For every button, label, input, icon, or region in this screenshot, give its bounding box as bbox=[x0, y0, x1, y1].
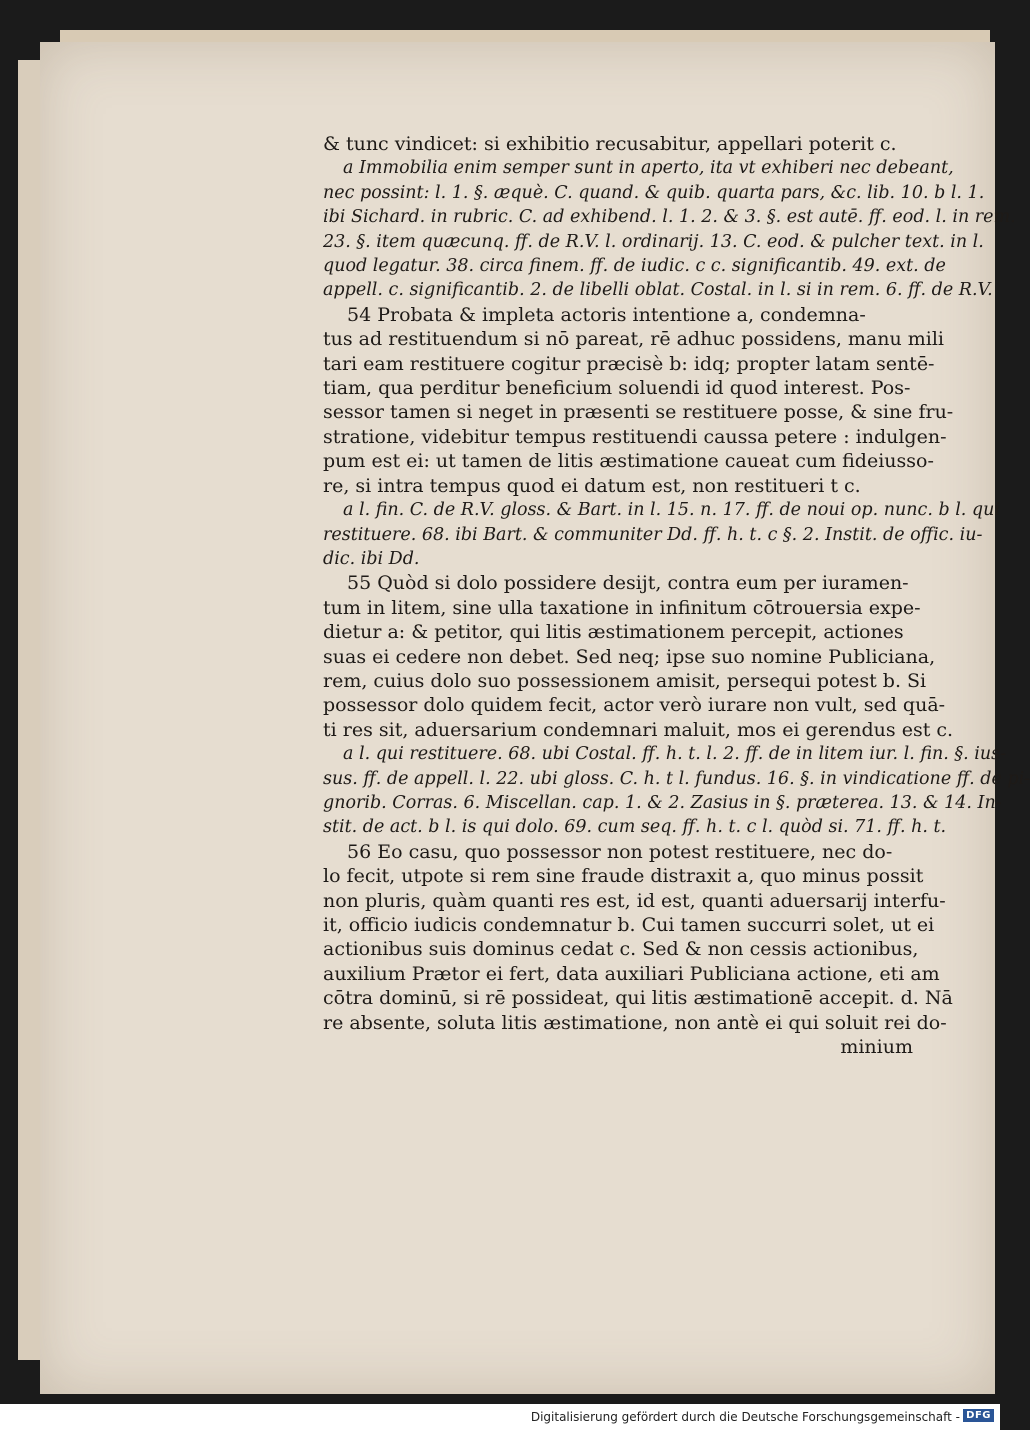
text-line: actionibus suis dominus cedat c. Sed & non cessis actionibus, bbox=[323, 938, 919, 961]
text-line: suas ei cedere non debet. Sed neq; ipse suo nomine Publiciana, bbox=[323, 645, 936, 668]
text-line: sessor tamen si neget in præsenti se restituere posse, & sine fru- bbox=[323, 401, 954, 424]
text-line: auxilium Prætor ei fert, data auxiliari Publiciana actione, eti am bbox=[323, 962, 940, 985]
footnote-line: ibi Sichard. in rubric. C. ad exhibend. l. 1. 2. & 3. §. est autē. ff. eod. l. in rem. bbox=[323, 207, 1016, 228]
text-line: & tunc vindicet: si exhibitio recusabitur, appellari poterit c. bbox=[323, 133, 897, 155]
text-line: lo fecit, utpote si rem sine fraude distraxit a, quo minus possit bbox=[323, 865, 924, 888]
footnote-line: a Immobilia enim semper sunt in aperto, ita vt exhiberi nec debeant, bbox=[343, 158, 954, 179]
footer-bar bbox=[0, 1404, 1000, 1430]
footnote-line: sus. ff. de appell. l. 22. ubi gloss. C. h. t l. fundus. 16. §. in vindicatione ff. de pi- bbox=[323, 768, 1030, 789]
text-line: re, si intra tempus quod ei datum est, non restitueri t c. bbox=[323, 474, 861, 497]
text-line: tiam, qua perditur beneficium soluendi id quod interest. Pos- bbox=[323, 377, 911, 400]
footnote-line: a l. qui restituere. 68. ubi Costal. ff. h. t. l. 2. ff. de in litem iur. l. fin. §. ius- bbox=[343, 744, 1007, 765]
text-line: possessor dolo quidem fecit, actor verò iurare non vult, sed quā- bbox=[323, 694, 946, 717]
text-line: non pluris, quàm quanti res est, id est, quanti aduersarij interfu- bbox=[323, 889, 946, 912]
footnote-line: 23. §. item quæcunq. ff. de R.V. l. ordinarij. 13. C. eod. & pulcher text. in l. bbox=[323, 231, 984, 252]
text-line: 56 Eo casu, quo possessor non potest restituere, nec do- bbox=[347, 840, 893, 863]
footnote-line: dic. ibi Dd. bbox=[323, 548, 420, 569]
catchword: minium bbox=[840, 1036, 913, 1059]
footnote-line: appell. c. significantib. 2. de libelli oblat. Costal. in l. si in rem. 6. ff. de R.V. bbox=[323, 280, 993, 301]
text-line: tari eam restituere cogitur præcisè b: idq; propter latam sentē- bbox=[323, 352, 935, 375]
footnote-line: gnorib. Corras. 6. Miscellan. cap. 1. & 2. Zasius in §. præterea. 13. & 14. In- bbox=[323, 792, 1002, 813]
text-line: stratione, videbitur tempus restituendi caussa petere : indulgen- bbox=[323, 425, 947, 448]
text-line: cōtra dominū, si rē possideat, qui litis æstimationē accepit. d. Nā bbox=[323, 987, 953, 1010]
footer-credit: Digitalisierung gefördert durch die Deutsche Forschungsgemeinschaft - bbox=[530, 1410, 960, 1424]
text-line: 55 Quòd si dolo possidere desijt, contra eum per iuramen- bbox=[347, 572, 909, 595]
text-line: tus ad restituendum si nō pareat, rē adhuc possidens, manu mili bbox=[323, 328, 944, 351]
text-line: it, officio iudicis condemnatur b. Cui tamen succurri solet, ut ei bbox=[323, 914, 935, 936]
text-line: re absente, soluta litis æstimatione, non antè ei qui soluit rei do- bbox=[323, 1011, 947, 1034]
text-line: pum est ei: ut tamen de litis æstimatione caueat cum fideiusso- bbox=[323, 450, 934, 473]
footnote-line: nec possint: l. 1. §. æquè. C. quand. & quib. quarta pars, &c. lib. 10. b l. 1. bbox=[323, 182, 985, 203]
footnote-line: quod legatur. 38. circa finem. ff. de iudic. c c. significantib. 49. ext. de bbox=[323, 256, 946, 277]
text-line: rem, cuius dolo suo possessionem amisit, persequi potest b. Si bbox=[323, 669, 927, 692]
dfg-logo: DFG bbox=[963, 1409, 994, 1422]
page-text-block bbox=[323, 132, 1030, 1059]
text-line: tum in litem, sine ulla taxatione in infinitum cōtrouersia expe- bbox=[323, 596, 921, 619]
footnote-line: a l. fin. C. de R.V. gloss. & Bart. in l. 15. n. 17. ff. de noui op. nunc. b l. qui bbox=[343, 500, 1001, 521]
footnote-line: restituere. 68. ibi Bart. & communiter Dd. ff. h. t. c §. 2. Instit. de offic. iu- bbox=[323, 524, 983, 545]
footnote-line: stit. de act. b l. is qui dolo. 69. cum seq. ff. h. t. c l. quòd si. 71. ff. h. t. bbox=[323, 817, 947, 838]
text-line: 54 Probata & impleta actoris intentione a, condemna- bbox=[347, 303, 866, 326]
text-line: dietur a: & petitor, qui litis æstimationem percepit, actiones bbox=[323, 621, 904, 644]
text-line: ti res sit, aduersarium condemnari maluit, mos ei gerendus est c. bbox=[323, 718, 954, 741]
